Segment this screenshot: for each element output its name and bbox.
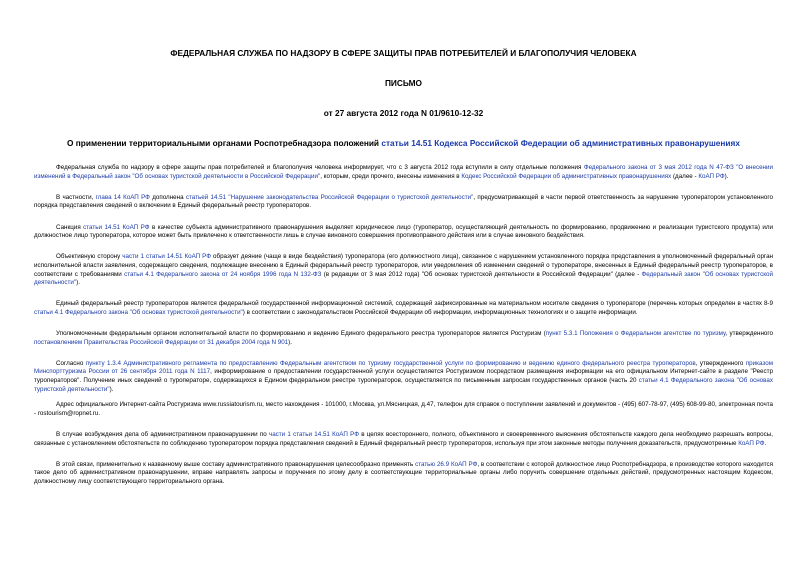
paragraph-text: ). bbox=[724, 172, 729, 180]
paragraph bbox=[34, 253, 773, 287]
legal-reference-link[interactable]: КоАП РФ bbox=[698, 172, 725, 180]
paragraph-text: В частности, bbox=[56, 193, 96, 201]
paragraph-text: ) в соответствии с законодательством Российской Федерации об информации, информационных технологиях и о защите информации. bbox=[242, 308, 638, 316]
legal-reference-link[interactable]: Федерального закона от 3 мая 2012 года N 47-ФЗ "О внесении изменений в Федеральный закон "Об основах туристской деятельности в Российской Федерации" bbox=[34, 164, 773, 180]
paragraph-text: , утвержденного bbox=[725, 330, 773, 338]
paragraph bbox=[34, 330, 773, 347]
legal-reference-link[interactable]: пункту 1.3.4 Административного регламента по предоставлению Федеральным агентством по туризму государственной услуги по формированию и ведению единого федерального реестра туроператоров bbox=[85, 359, 696, 367]
paragraph-text: образует деяние (чаще в виде бездействия) туроператора (его должностного лица), связанное с нарушением установленного порядка представления в уполномоченный федеральный орган исполнительной власти заявления, содержащего сведения, подлежащие внесению в Единый федеральный реестр туроператоров, или уведомления об изменении сведений о туроператоре, внесенных в Единый федеральный реестр туроператоров, в соответствии с требованиями bbox=[34, 253, 773, 278]
document-type: ПИСЬМО bbox=[384, 78, 423, 88]
document-title bbox=[34, 118, 773, 164]
legal-reference-link[interactable]: КоАП РФ bbox=[738, 439, 765, 447]
paragraph-text: , которым, среди прочего, внесены изменения в bbox=[320, 172, 462, 180]
paragraph-text: Согласно bbox=[56, 359, 86, 367]
legal-reference-link[interactable]: статьи 4.1 Федерального закона "Об основах туристской деятельности" bbox=[34, 377, 773, 393]
paragraph-text: ). bbox=[109, 385, 114, 393]
title-article-link[interactable]: статьи 14.51 Кодекса Российской Федерации об административных правонарушениях bbox=[381, 138, 740, 148]
paragraph-text: Федеральная служба по надзору в сфере защиты прав потребителей и благополучия человека информирует, что с 3 августа 2012 года вступили в силу отдельные положения bbox=[56, 164, 584, 171]
legal-reference-link[interactable]: Федеральный закон "Об основах туристской деятельности" bbox=[34, 270, 773, 287]
legal-reference-link[interactable]: статьи 14.51 КоАП РФ bbox=[83, 223, 150, 231]
paragraph-text: в целях всестороннего, полного, объективного и своевременного выяснения обстоятельств каждого дела необходимо разрешать вопросы, связанные с установлением обстоятельств по соблюдению туроператором порядка представления сведений в Единый федеральный реестр туроператоров, используя при этом законные методы получения доказательств, предусмотренные bbox=[34, 431, 773, 447]
legal-reference-link[interactable]: постановлением Правительства Российской Федерации от 31 декабря 2004 года N 901 bbox=[34, 338, 289, 346]
paragraph bbox=[34, 461, 773, 487]
document-body bbox=[34, 164, 773, 487]
paragraph-text: ). bbox=[76, 279, 80, 287]
paragraph-text: (далее - bbox=[671, 172, 699, 180]
paragraph-text: В случае возбуждения дела об административном правонарушении по bbox=[56, 431, 269, 439]
paragraph-text: дополнена bbox=[149, 193, 186, 201]
paragraph-text: В этой связи, применительно к названному выше составу административного правонарушения целесообразно применять bbox=[56, 460, 416, 468]
legal-reference-link[interactable]: части 1 статьи 14.51 КоАП РФ bbox=[122, 253, 212, 261]
paragraph-text: Уполномоченным федеральным органом исполнительной власти по формированию и ведению Единого федерального реестра туроператоров является Ростуризм ( bbox=[56, 330, 546, 338]
legal-reference-link[interactable]: статью 26.9 КоАП РФ bbox=[415, 460, 478, 468]
paragraph-text: Единый федеральный реестр туроператоров является федеральной государственной информационной системой, содержащей зафиксированные на материальном носителе сведения о туроператоре (перечень которых определен в частях 8-9 bbox=[56, 300, 773, 308]
legal-reference-link[interactable]: статьи 4.1 Федерального закона "Об основах туристской деятельности" bbox=[34, 308, 243, 316]
paragraph-text: Санкция bbox=[56, 223, 84, 231]
paragraph-text: Объективную сторону bbox=[56, 253, 123, 261]
paragraph bbox=[34, 431, 773, 448]
legal-reference-link[interactable]: приказом Минспорттуризма России от 26 сентября 2011 года N 1117 bbox=[34, 359, 773, 376]
paragraph-text: , информирование о предоставлении государственной услуги осуществляется Ростуризмом посредством размещения информации на его официальном Интернет-сайте в разделе "Реестр туроператоров". Получение иных сведений о туроператоре, содержащихся в Едином федеральном реестре туроператоров, осуществляется по письменным запросам государственных органов (часть 20 bbox=[34, 368, 773, 385]
document-date-number: от 27 августа 2012 года N 01/9610-12-32 bbox=[323, 108, 484, 118]
paragraph-text: , утвержденного bbox=[695, 359, 746, 367]
legal-reference-link[interactable]: части 1 статьи 14.51 КоАП РФ bbox=[268, 431, 359, 439]
legal-reference-link[interactable]: Кодекс Российской Федерации об административных правонарушениях bbox=[461, 172, 672, 180]
paragraph-text: в качестве субъекта административного правонарушения выделяет юридическое лицо (туроператор, осуществляющий деятельность по формированию, продвижению и реализации туристского продукта) или должностное лицо туроператора, которое может быть привлечено к ответственности лишь в случае виновного совершения противоправного действия или в случае виновного бездействия. bbox=[34, 223, 773, 240]
paragraph-text: (в редакции от 3 мая 2012 года) "Об основах туристской деятельности в Российской Федерации" (далее - bbox=[321, 270, 642, 278]
paragraph-text: ). bbox=[288, 338, 292, 346]
paragraph bbox=[34, 164, 773, 181]
paragraph bbox=[34, 360, 773, 394]
legal-reference-link[interactable]: пункт 5.3.1 Положения о Федеральном агентстве по туризму bbox=[545, 330, 726, 338]
paragraph-text: . bbox=[764, 439, 767, 447]
paragraph-text: , в соответствии с которой должностное лицо Роспотребнадзора, в производстве которого находится такое дело об административном правонарушении, вправе направлять запросы и поручения по этому делу в соответствующие территориальные органы либо поручить совершение отдельных действий, предусмотренных настоящим Кодексом, должностному лицу соответствующего территориального органа. bbox=[34, 460, 774, 485]
paragraph bbox=[34, 300, 773, 317]
title-text: О применении территориальными органами Роспотребнадзора положений bbox=[67, 138, 382, 148]
legal-reference-link[interactable]: статьей 14.51 "Нарушение законодательства Российской Федерации о туристской деятельности" bbox=[185, 193, 474, 201]
legal-reference-link[interactable]: глава 14 КоАП РФ bbox=[95, 193, 150, 201]
paragraph bbox=[34, 401, 773, 418]
paragraph-text: , предусматривающей в части первой ответственность за нарушение туроператором установленного порядка представления сведений о включении в Единый федеральный реестр туроператоров. bbox=[34, 193, 773, 210]
paragraph-text: Адрес официального Интернет-сайта Ростуризма www.russiatourism.ru, место нахождения - 101000, г.Москва, ул.Мясницкая, д.47, телефон для справок о поступлении заявлений и документов - (495) 607-78-97, (495) 608-99-80, электронная почта - rostourism@ropnet.ru. bbox=[34, 401, 773, 417]
paragraph bbox=[34, 194, 773, 211]
legal-reference-link[interactable]: статьи 4.1 Федерального закона от 24 ноября 1996 года N 132-ФЗ bbox=[124, 270, 322, 278]
issuing-authority: ФЕДЕРАЛЬНАЯ СЛУЖБА ПО НАДЗОРУ В СФЕРЕ ЗАЩИТЫ ПРАВ ПОТРЕБИТЕЛЕЙ И БЛАГОПОЛУЧИЯ ЧЕЛОВЕКА bbox=[170, 48, 637, 58]
paragraph bbox=[34, 224, 773, 241]
